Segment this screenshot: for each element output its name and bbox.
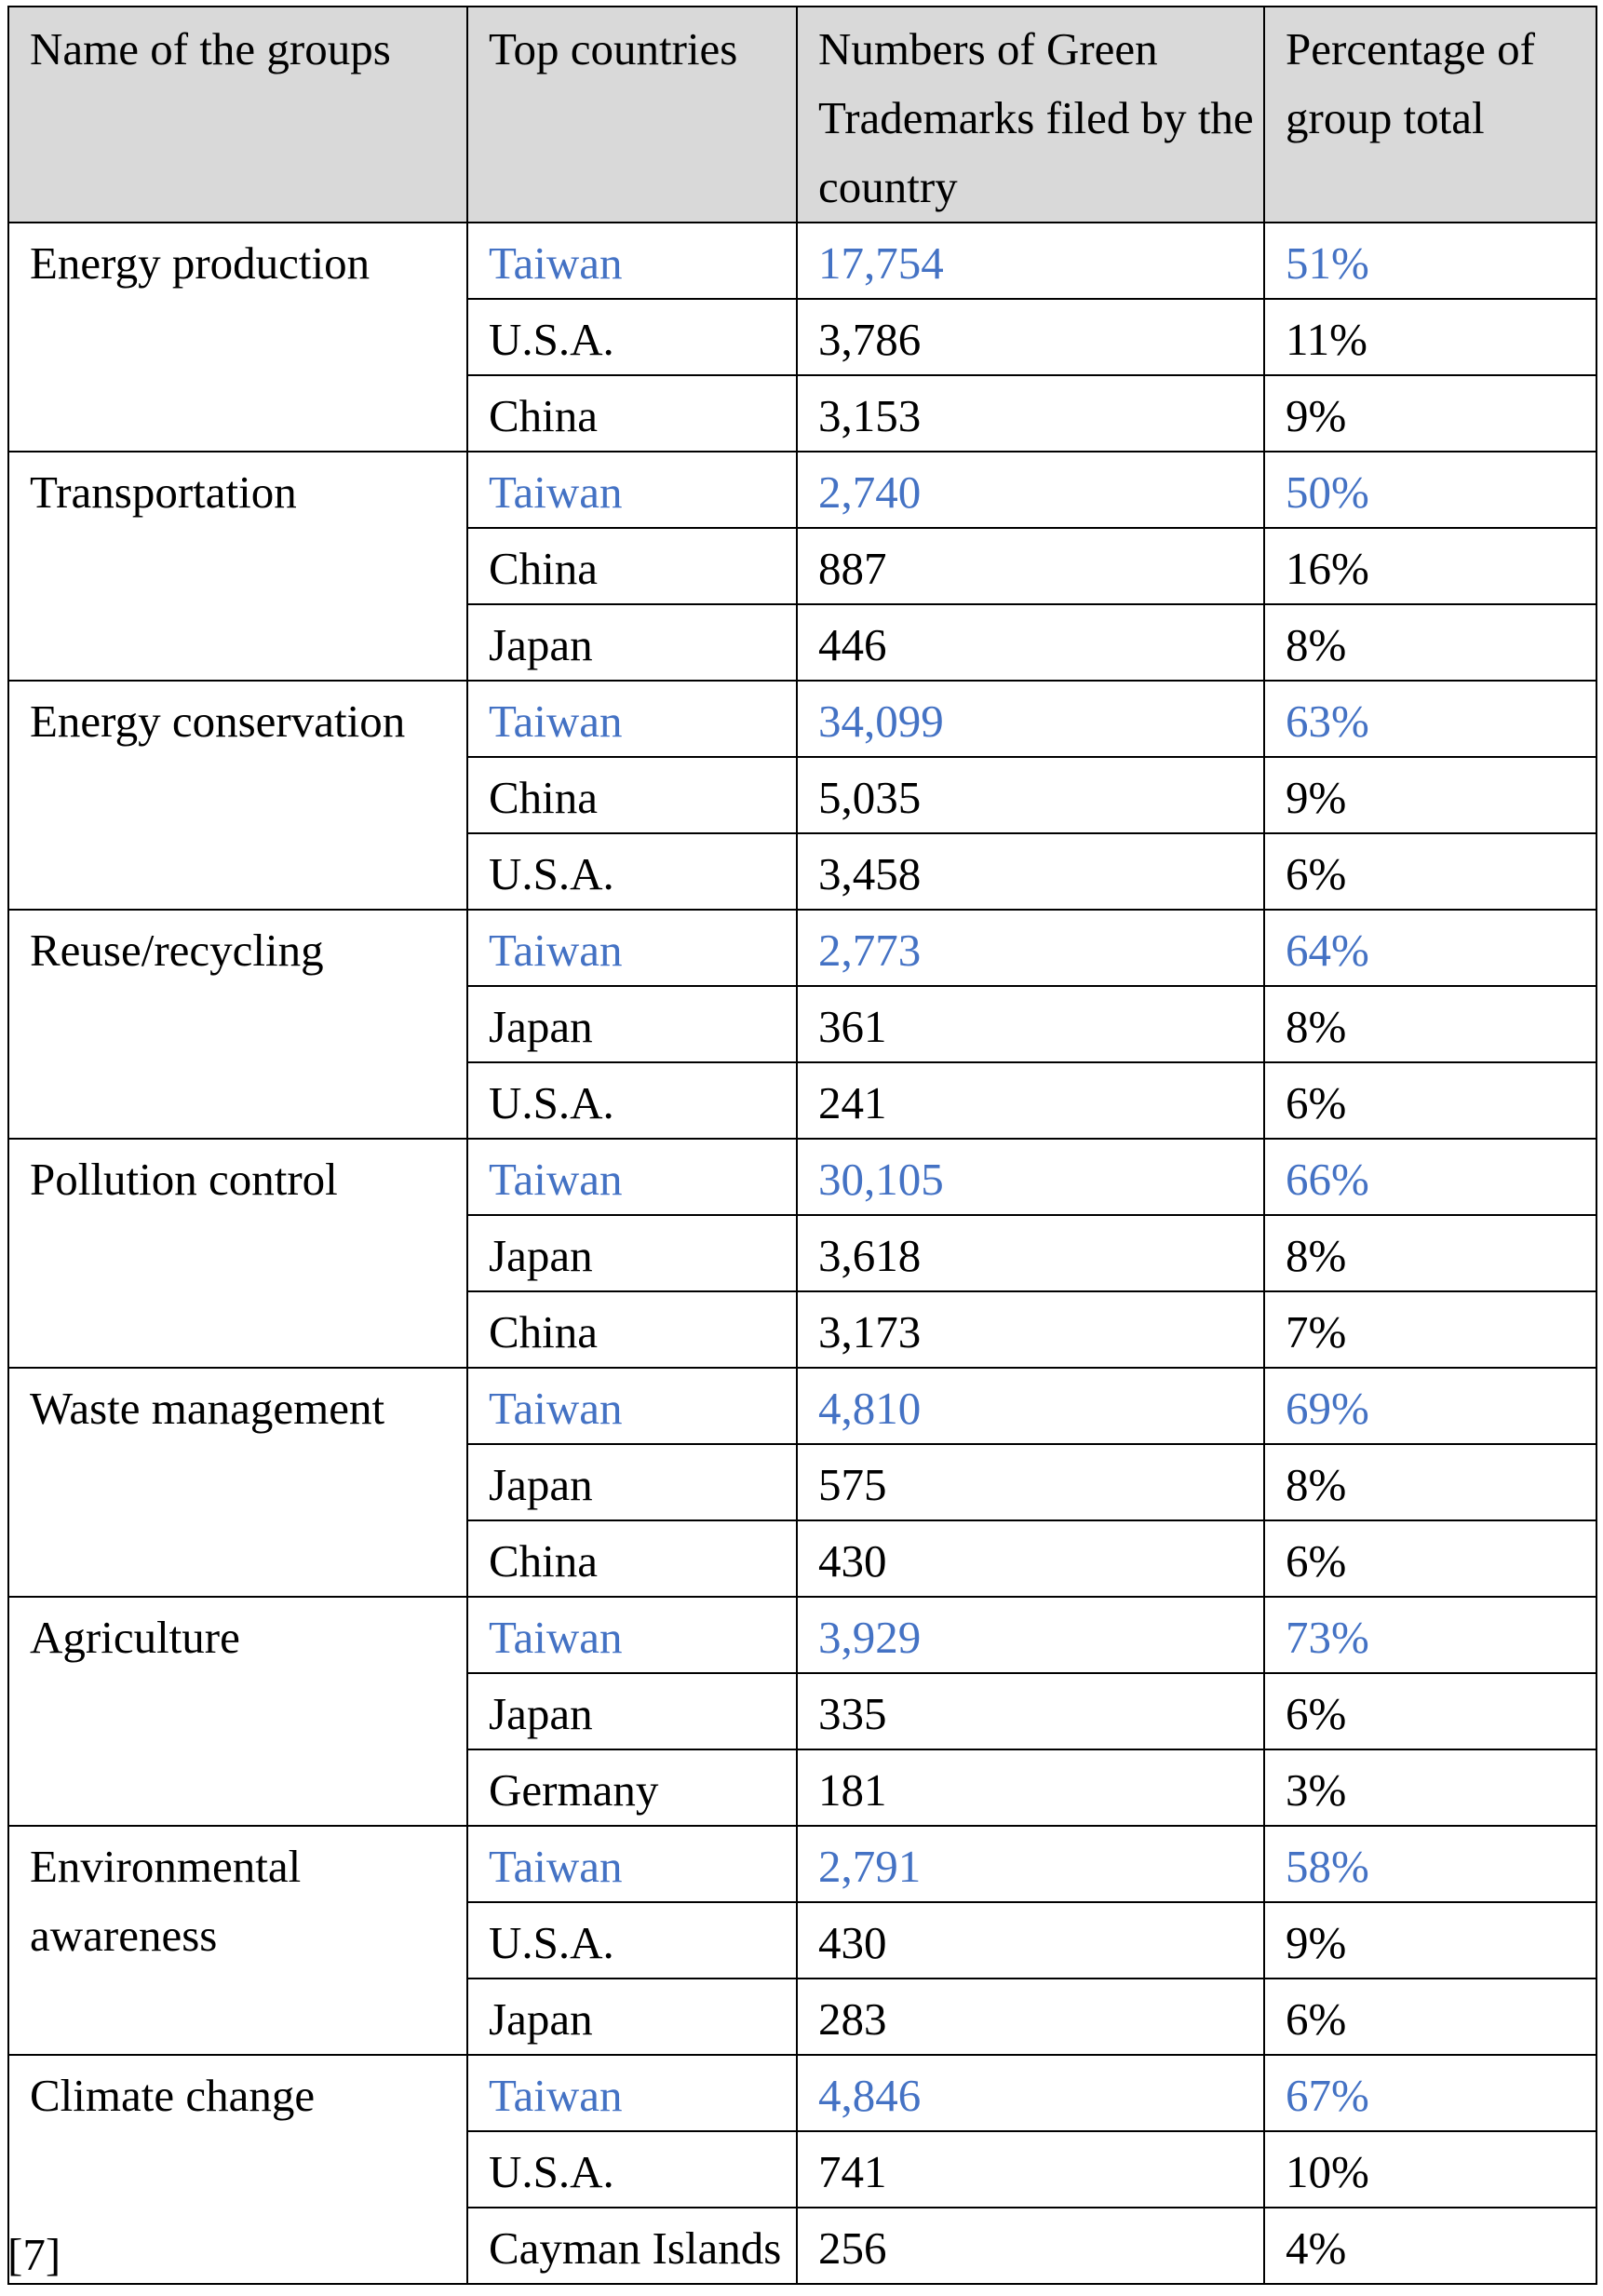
citation-reference: [7] [7,2229,61,2280]
table-row [8,1826,1596,1902]
trademark-count-cell: 34,099 [797,681,1264,757]
country-cell: U.S.A. [467,833,797,910]
group-name-cell: Climate change [8,2055,467,2284]
country-cell: Japan [467,604,797,681]
country-cell: U.S.A. [467,299,797,375]
trademark-count-cell: 3,929 [797,1597,1264,1673]
group-name-cell: Environmental awareness [8,1826,467,2055]
trademark-count-cell: 335 [797,1673,1264,1749]
trademark-count-cell: 3,786 [797,299,1264,375]
trademark-count-cell: 741 [797,2131,1264,2208]
trademark-count-cell: 4,810 [797,1368,1264,1444]
trademark-count-cell: 256 [797,2208,1264,2284]
country-cell: China [467,528,797,604]
trademark-count-cell: 2,773 [797,910,1264,986]
percentage-cell: 6% [1264,1520,1596,1597]
percentage-cell: 50% [1264,452,1596,528]
trademark-count-cell: 3,618 [797,1215,1264,1291]
percentage-cell: 3% [1264,1749,1596,1826]
percentage-cell: 9% [1264,375,1596,452]
country-cell: Japan [467,1673,797,1749]
group-name-cell: Energy production [8,223,467,452]
header-row [8,7,1596,223]
table-row [8,681,1596,757]
trademark-count-cell: 361 [797,986,1264,1062]
percentage-cell: 69% [1264,1368,1596,1444]
percentage-cell: 64% [1264,910,1596,986]
country-cell: Japan [467,1979,797,2055]
green-trademarks-table [7,6,1597,2285]
table-row [8,1139,1596,1215]
trademark-count-cell: 5,035 [797,757,1264,833]
country-cell: China [467,1291,797,1368]
percentage-cell: 11% [1264,299,1596,375]
trademark-count-cell: 430 [797,1902,1264,1979]
percentage-cell: 7% [1264,1291,1596,1368]
trademark-count-cell: 3,173 [797,1291,1264,1368]
country-cell: Cayman Islands [467,2208,797,2284]
trademark-count-cell: 3,153 [797,375,1264,452]
country-cell: Taiwan [467,681,797,757]
trademark-count-cell: 887 [797,528,1264,604]
country-cell: Taiwan [467,452,797,528]
percentage-cell: 73% [1264,1597,1596,1673]
percentage-cell: 8% [1264,604,1596,681]
country-cell: U.S.A. [467,1902,797,1979]
percentage-cell: 4% [1264,2208,1596,2284]
percentage-cell: 8% [1264,986,1596,1062]
table-row [8,223,1596,299]
percentage-cell: 16% [1264,528,1596,604]
group-name-cell: Reuse/recycling [8,910,467,1139]
table-row [8,2055,1596,2131]
table-row [8,910,1596,986]
trademark-count-cell: 4,846 [797,2055,1264,2131]
trademark-count-cell: 446 [797,604,1264,681]
trademark-count-cell: 30,105 [797,1139,1264,1215]
percentage-cell: 6% [1264,1673,1596,1749]
country-cell: U.S.A. [467,2131,797,2208]
country-cell: Japan [467,1215,797,1291]
header-group-name: Name of the groups [8,7,467,223]
header-percentage: Percentage of group total [1264,7,1596,223]
trademark-count-cell: 2,740 [797,452,1264,528]
trademark-count-cell: 575 [797,1444,1264,1520]
group-name-cell: Waste management [8,1368,467,1597]
trademark-count-cell: 181 [797,1749,1264,1826]
country-cell: Taiwan [467,1597,797,1673]
country-cell: Taiwan [467,2055,797,2131]
percentage-cell: 51% [1264,223,1596,299]
percentage-cell: 9% [1264,757,1596,833]
table-body [8,223,1596,2284]
country-cell: U.S.A. [467,1062,797,1139]
table-row [8,1597,1596,1673]
group-name-cell: Transportation [8,452,467,681]
header-number-of-trademarks: Numbers of Green Trademarks filed by the country [797,7,1264,223]
country-cell: Germany [467,1749,797,1826]
percentage-cell: 6% [1264,1979,1596,2055]
percentage-cell: 58% [1264,1826,1596,1902]
group-name-cell: Pollution control [8,1139,467,1368]
country-cell: Japan [467,1444,797,1520]
percentage-cell: 63% [1264,681,1596,757]
table-header [8,7,1596,223]
trademark-count-cell: 241 [797,1062,1264,1139]
percentage-cell: 6% [1264,833,1596,910]
country-cell: Taiwan [467,1368,797,1444]
trademark-count-cell: 283 [797,1979,1264,2055]
trademark-count-cell: 17,754 [797,223,1264,299]
percentage-cell: 10% [1264,2131,1596,2208]
country-cell: Japan [467,986,797,1062]
country-cell: Taiwan [467,1826,797,1902]
country-cell: China [467,1520,797,1597]
percentage-cell: 9% [1264,1902,1596,1979]
percentage-cell: 8% [1264,1215,1596,1291]
trademark-count-cell: 3,458 [797,833,1264,910]
table-row [8,452,1596,528]
country-cell: China [467,757,797,833]
percentage-cell: 8% [1264,1444,1596,1520]
percentage-cell: 6% [1264,1062,1596,1139]
group-name-cell: Energy conservation [8,681,467,910]
header-top-countries: Top countries [467,7,797,223]
country-cell: Taiwan [467,910,797,986]
trademark-count-cell: 430 [797,1520,1264,1597]
country-cell: Taiwan [467,1139,797,1215]
country-cell: Taiwan [467,223,797,299]
country-cell: China [467,375,797,452]
trademark-count-cell: 2,791 [797,1826,1264,1902]
percentage-cell: 67% [1264,2055,1596,2131]
group-name-cell: Agriculture [8,1597,467,1826]
percentage-cell: 66% [1264,1139,1596,1215]
table-row [8,1368,1596,1444]
